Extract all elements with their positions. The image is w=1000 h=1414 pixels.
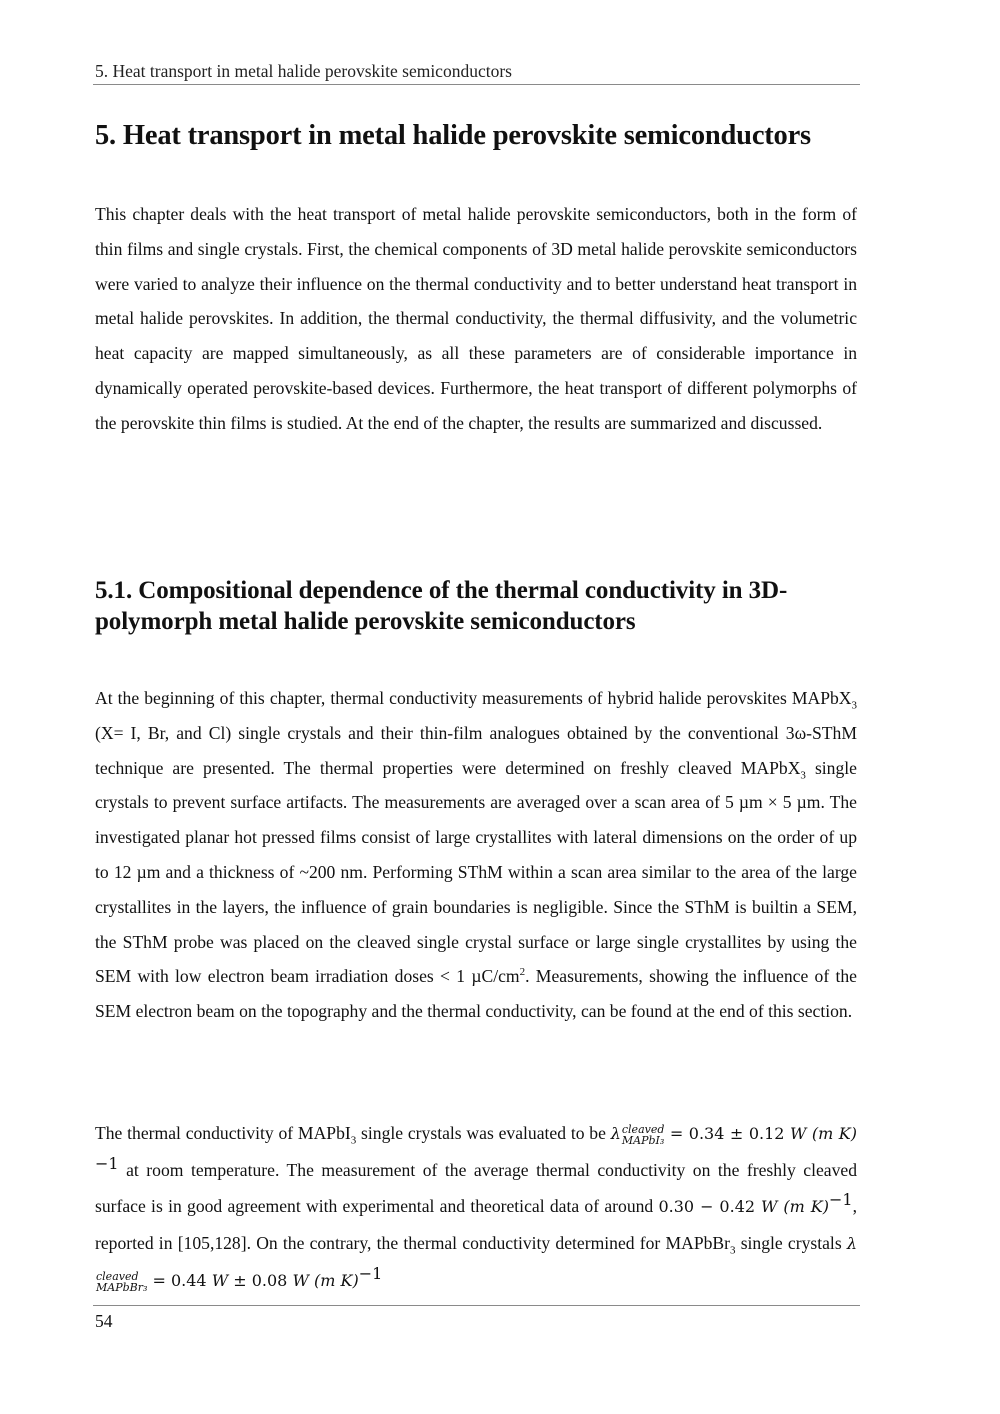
- lambda-symbol: λ: [610, 1124, 621, 1143]
- text-run: single crystals to prevent surface artifacts. The measurements are averaged over a scan area of 5 µm × 5 µm. The investigated planar hot pressed films consist of large crystallites with lateral dimensions on the order of up to 12 µm and a thickness of ~200 nm. Performing SThM within a scan area similar to the area of the large crystallites in the layers, the influence of grain boundaries is negligible. Since the SThM is builtin a SEM, the SThM probe was placed on the cleaved single crystal surface or large single crystallites by using the SEM with low electron beam irradiation doses < 1 µC/cm: [95, 757, 857, 987]
- lambda-superscript: cleaved: [96, 1269, 139, 1283]
- subscript: 3: [851, 699, 857, 712]
- text-run: (X= I, Br, and Cl) single crystals and their thin-film analogues obtained by the conventional 3ω-SThM technique are presented. The thermal properties were determined on freshly cleaved MAPbX: [95, 722, 857, 778]
- lambda-superscript: cleaved: [621, 1122, 665, 1136]
- unit: W (m K): [789, 1124, 857, 1143]
- running-header: 5. Heat transport in metal halide perovskite semiconductors: [95, 61, 512, 81]
- footer-divider: [93, 1305, 860, 1306]
- value-range: 0.30 − 0.42: [658, 1197, 762, 1216]
- header-divider: [93, 84, 860, 85]
- unit: W: [211, 1271, 229, 1290]
- text-run: at room temperature. The measurement of the average thermal conductivity on the freshly cleaved surface is in good agreement with experimental and theoretical data of around: [95, 1160, 857, 1216]
- section-paragraph-1: [95, 681, 857, 1029]
- lambda-subscript: MAPbI₃: [621, 1133, 665, 1147]
- text-run: single crystals was evaluated to be: [356, 1123, 611, 1143]
- text-run: At the beginning of this chapter, thermal conductivity measurements of hybrid halide perovskites MAPbX: [95, 688, 852, 708]
- chapter-title: 5. Heat transport in metal halide perovskite semiconductors: [95, 120, 811, 151]
- equation-value: ± 0.08: [228, 1271, 293, 1290]
- unit-exponent: −1: [358, 1264, 383, 1284]
- page-number: 54: [95, 1311, 113, 1331]
- subscript: 3: [350, 1134, 357, 1147]
- unit-exponent: −1: [829, 1190, 853, 1210]
- equation-value: = 0.44: [147, 1271, 212, 1290]
- lambda-subscript: MAPbBr₃: [96, 1280, 148, 1294]
- unit: W (m K): [292, 1271, 359, 1290]
- equation-value: = 0.34 ± 0.12: [664, 1124, 790, 1143]
- superscript: 2: [519, 966, 526, 979]
- text-run: The thermal conductivity of MAPbI: [95, 1123, 351, 1143]
- text-run: , reported in [105,128]. On the contrary, the thermal conductivity determined for MAPbBr: [95, 1196, 857, 1253]
- lambda-indices: [96, 1271, 147, 1293]
- unit-exponent: −1: [95, 1154, 119, 1174]
- subscript: 3: [800, 769, 806, 782]
- section-paragraph-2: [95, 1115, 857, 1299]
- subscript: 3: [730, 1244, 736, 1257]
- unit: W (m K): [761, 1197, 829, 1216]
- chapter-intro-paragraph: This chapter deals with the heat transport of metal halide perovskite semiconductors, both in the form of thin films and single crystals. First, the chemical components of 3D metal halide perovskite semiconductors were varied to analyze their influence on the thermal conductivity and to better understand heat transport in metal halide perovskites. In addition, the thermal conductivity, the thermal diffusivity, and the volumetric heat capacity are mapped simultaneously, as all these parameters are of considerable importance in dynamically operated perovskite-based devices. Furthermore, the heat transport of different polymorphs of the perovskite thin films is studied. At the end of the chapter, the results are summarized and discussed.: [95, 204, 857, 433]
- section-title: 5.1. Compositional dependence of the thermal conductivity in 3D-polymorph metal halide perovskite semiconductors: [95, 577, 788, 635]
- lambda-indices: [622, 1124, 665, 1146]
- lambda-symbol: λ: [846, 1234, 858, 1253]
- text-run: single crystals: [735, 1233, 847, 1253]
- text-run: . Measurements, showing the influence of the SEM electron beam on the topography and the thermal conductivity, can be found at the end of this section.: [95, 966, 857, 1022]
